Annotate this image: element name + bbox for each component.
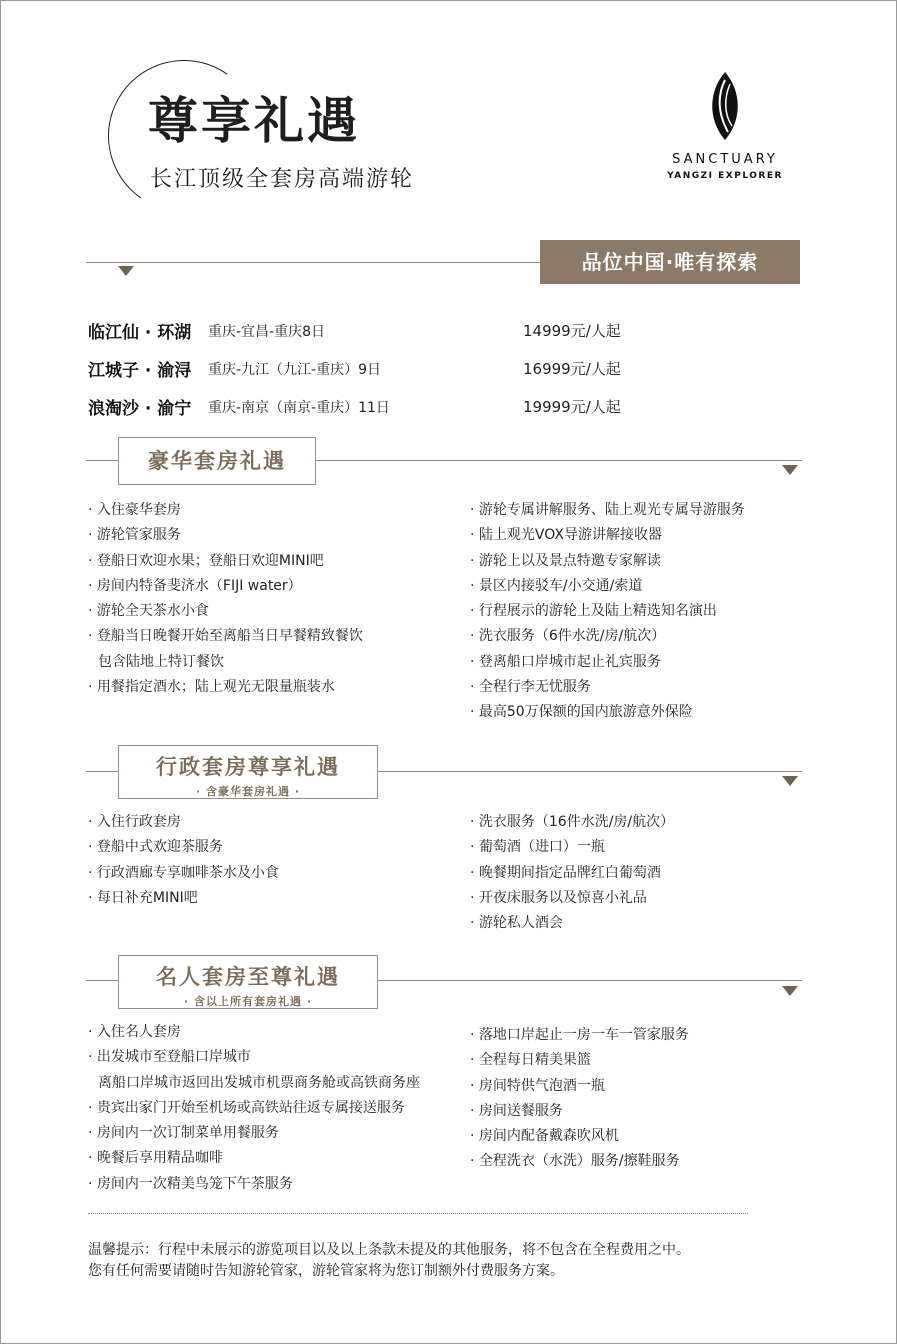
triangle-marker-icon: [782, 776, 798, 786]
section-header-executive: [118, 745, 378, 799]
list-item: · 游轮全天茶水小食: [88, 603, 209, 620]
route-name: 临江仙 · 环湖: [88, 323, 192, 343]
footer-notes: [88, 1240, 690, 1282]
list-item: · 全程行李无忧服务: [470, 679, 591, 696]
list-item: · 游轮管家服务: [88, 527, 181, 544]
list-item: · 晚餐后享用精品咖啡: [88, 1150, 223, 1167]
route-row: [88, 394, 788, 418]
dotted-divider: [88, 1213, 748, 1214]
route-price: 14999元/人起: [523, 322, 621, 340]
tagline-rule: [86, 262, 546, 263]
route-price: 19999元/人起: [523, 398, 621, 416]
list-item: 包含陆地上特订餐饮: [98, 653, 224, 670]
section-title: 豪华套房礼遇: [148, 449, 286, 473]
list-item: · 房间内一次精美鸟笼下午茶服务: [88, 1175, 293, 1192]
list-item: · 登船日欢迎水果；登船日欢迎MINI吧: [88, 552, 324, 569]
celebrity-right-list: [470, 1023, 689, 1175]
route-row: [88, 356, 788, 380]
list-item: · 行程展示的游轮上及陆上精选知名演出: [470, 603, 717, 620]
executive-left-list: [88, 810, 279, 911]
section-subtitle: · 含豪华套房礼遇 ·: [195, 785, 301, 798]
section-title: 名人套房至尊礼遇: [156, 965, 340, 989]
brand-logo: [650, 70, 800, 181]
route-path: 重庆-南京（南京-重庆）11日: [208, 400, 390, 416]
list-item: · 游轮上以及景点特邀专家解读: [470, 552, 661, 569]
list-item: · 行政酒廊专享咖啡茶水及小食: [88, 864, 279, 881]
celebrity-left-list: [88, 1020, 420, 1197]
list-item: · 游轮私人酒会: [470, 915, 563, 932]
list-item: · 开夜床服务以及惊喜小礼品: [470, 889, 647, 906]
triangle-marker-icon: [782, 465, 798, 475]
route-price: 16999元/人起: [523, 360, 621, 378]
list-item: · 洗衣服务（16件水洗/房/航次）: [470, 814, 675, 830]
triangle-marker-icon: [782, 986, 798, 996]
list-item: · 晚餐期间指定品牌红白葡萄酒: [470, 864, 661, 881]
list-item: · 房间内特备斐济水（FIJI water）: [88, 577, 302, 594]
list-item: · 入住行政套房: [88, 814, 181, 830]
list-item: 离船口岸城市返回出发城市机票商务舱或高铁商务座: [98, 1074, 420, 1091]
note-line: 您有任何需要请随时告知游轮管家，游轮管家将为您订制额外付费服务方案。: [88, 1263, 564, 1279]
list-item: · 最高50万保额的国内旅游意外保险: [470, 704, 693, 721]
list-item: · 景区内接驳车/小交通/索道: [470, 577, 643, 594]
note-line: 温馨提示：行程中未展示的游览项目以及以上条款未提及的其他服务，将不包含在全程费用之中。: [88, 1242, 690, 1258]
tagline-banner: 品位中国·唯有探索: [540, 240, 800, 284]
section-title: 行政套房尊享礼遇: [156, 755, 340, 779]
list-item: · 出发城市至登船口岸城市: [88, 1049, 251, 1066]
list-item: · 每日补充MINI吧: [88, 889, 198, 906]
route-name: 江城子 · 渝浔: [88, 361, 192, 381]
deluxe-left-list: [88, 498, 363, 700]
section-header-deluxe: [118, 437, 316, 485]
list-item: · 房间内一次订制菜单用餐服务: [88, 1125, 279, 1142]
list-item: · 葡萄酒（进口）一瓶: [470, 839, 605, 856]
list-item: · 全程每日精美果篮: [470, 1052, 591, 1069]
deluxe-right-list: [470, 498, 745, 726]
brand-name: SANCTUARY: [672, 152, 778, 167]
list-item: · 登离船口岸城市起止礼宾服务: [470, 653, 661, 670]
route-path: 重庆-宜昌-重庆8日: [208, 324, 326, 340]
brand-subname: YANGZI EXPLORER: [667, 171, 783, 181]
list-item: · 入住名人套房: [88, 1024, 181, 1040]
route-name: 浪淘沙 · 渝宁: [88, 399, 192, 419]
route-row: [88, 318, 788, 342]
list-item: · 房间送餐服务: [470, 1102, 563, 1119]
list-item: · 陆上观光VOX导游讲解接收器: [470, 527, 662, 544]
leaf-logo-icon: [708, 70, 742, 142]
triangle-marker-icon: [118, 266, 134, 276]
list-item: · 登船中式欢迎茶服务: [88, 839, 223, 856]
page-title: 尊享礼遇: [148, 92, 360, 150]
list-item: · 游轮专属讲解服务、陆上观光专属导游服务: [470, 502, 745, 518]
list-item: · 登船当日晚餐开始至离船当日早餐精致餐饮: [88, 628, 363, 645]
list-item: · 用餐指定酒水；陆上观光无限量瓶装水: [88, 679, 335, 696]
executive-right-list: [470, 810, 674, 936]
list-item: · 全程洗衣（水洗）服务/擦鞋服务: [470, 1153, 680, 1170]
list-item: · 房间特供气泡酒一瓶: [470, 1077, 605, 1094]
list-item: · 落地口岸起止一房一车一管家服务: [470, 1027, 689, 1043]
list-item: · 入住豪华套房: [88, 502, 181, 518]
list-item: · 房间内配备戴森吹风机: [470, 1128, 619, 1145]
section-header-celebrity: [118, 955, 378, 1009]
page-subtitle: 长江顶级全套房高端游轮: [150, 167, 415, 192]
list-item: · 贵宾出家门开始至机场或高铁站往返专属接送服务: [88, 1099, 405, 1116]
section-subtitle: · 含以上所有套房礼遇 ·: [183, 995, 313, 1008]
list-item: · 洗衣服务（6件水洗/房/航次）: [470, 628, 666, 645]
route-path: 重庆-九江（九江-重庆）9日: [208, 362, 382, 378]
